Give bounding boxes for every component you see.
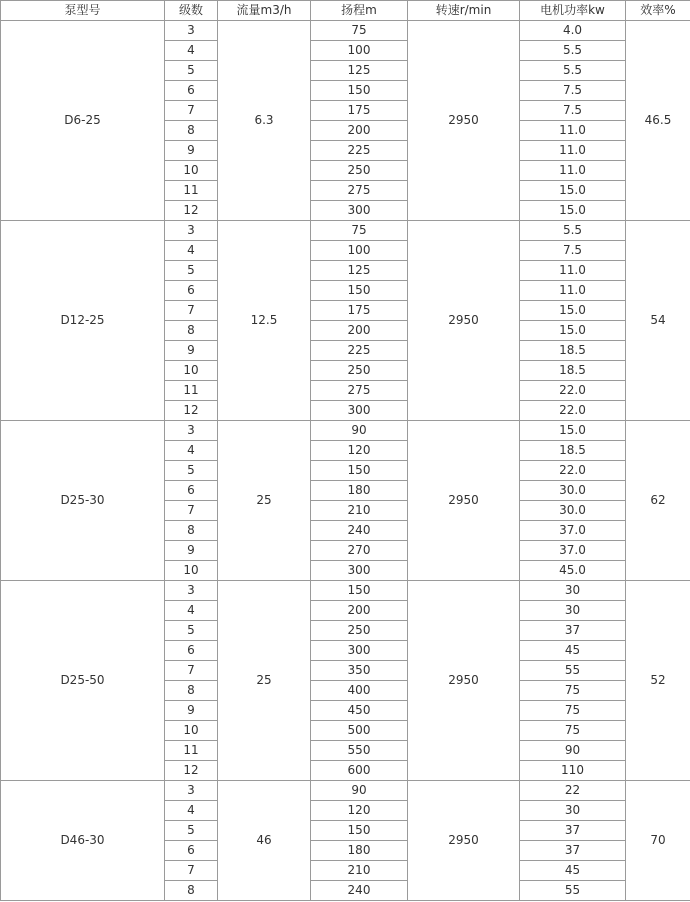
- stage-cell: 10: [165, 161, 218, 181]
- efficiency-cell: 46.5: [626, 21, 690, 221]
- stage-cell: 4: [165, 41, 218, 61]
- power-cell: 4.0: [520, 21, 626, 41]
- flow-cell: 12.5: [218, 221, 311, 421]
- power-cell: 37: [520, 841, 626, 861]
- table-row: [1, 221, 690, 241]
- power-cell: 18.5: [520, 361, 626, 381]
- head-cell: 250: [311, 361, 408, 381]
- power-cell: 18.5: [520, 341, 626, 361]
- stage-cell: 9: [165, 341, 218, 361]
- head-cell: 550: [311, 741, 408, 761]
- stage-cell: 7: [165, 501, 218, 521]
- speed-cell: 2950: [408, 581, 520, 781]
- stage-cell: 4: [165, 441, 218, 461]
- stage-cell: 9: [165, 701, 218, 721]
- table-row: [1, 781, 690, 801]
- flow-cell: 25: [218, 421, 311, 581]
- power-cell: 15.0: [520, 181, 626, 201]
- power-cell: 37.0: [520, 541, 626, 561]
- stage-cell: 5: [165, 821, 218, 841]
- power-cell: 22: [520, 781, 626, 801]
- power-cell: 30.0: [520, 501, 626, 521]
- model-cell: D12-25: [1, 221, 165, 421]
- stage-cell: 3: [165, 581, 218, 601]
- table-row: [1, 421, 690, 441]
- stage-cell: 12: [165, 201, 218, 221]
- power-cell: 15.0: [520, 421, 626, 441]
- stage-cell: 4: [165, 601, 218, 621]
- head-cell: 175: [311, 101, 408, 121]
- stage-cell: 9: [165, 541, 218, 561]
- stage-cell: 3: [165, 421, 218, 441]
- head-cell: 150: [311, 581, 408, 601]
- head-cell: 180: [311, 481, 408, 501]
- head-cell: 300: [311, 401, 408, 421]
- efficiency-cell: 52: [626, 581, 690, 781]
- head-cell: 100: [311, 41, 408, 61]
- speed-cell: 2950: [408, 21, 520, 221]
- stage-cell: 8: [165, 121, 218, 141]
- power-cell: 55: [520, 661, 626, 681]
- table-row: [1, 581, 690, 601]
- head-cell: 225: [311, 341, 408, 361]
- power-cell: 5.5: [520, 41, 626, 61]
- speed-cell: 2950: [408, 781, 520, 901]
- model-cell: D25-30: [1, 421, 165, 581]
- power-cell: 75: [520, 701, 626, 721]
- stage-cell: 5: [165, 261, 218, 281]
- flow-cell: 6.3: [218, 21, 311, 221]
- power-cell: 22.0: [520, 381, 626, 401]
- head-cell: 100: [311, 241, 408, 261]
- stage-cell: 11: [165, 741, 218, 761]
- power-cell: 75: [520, 681, 626, 701]
- header-speed: 转速r/min: [408, 1, 520, 21]
- head-cell: 300: [311, 641, 408, 661]
- power-cell: 90: [520, 741, 626, 761]
- power-cell: 45: [520, 641, 626, 661]
- stage-cell: 4: [165, 801, 218, 821]
- header-stage: 级数: [165, 1, 218, 21]
- power-cell: 15.0: [520, 301, 626, 321]
- header-row: [1, 1, 690, 21]
- power-cell: 18.5: [520, 441, 626, 461]
- head-cell: 150: [311, 461, 408, 481]
- speed-cell: 2950: [408, 421, 520, 581]
- stage-cell: 4: [165, 241, 218, 261]
- stage-cell: 3: [165, 21, 218, 41]
- stage-cell: 12: [165, 761, 218, 781]
- header-head: 扬程m: [311, 1, 408, 21]
- power-cell: 11.0: [520, 121, 626, 141]
- stage-cell: 6: [165, 81, 218, 101]
- power-cell: 30: [520, 601, 626, 621]
- head-cell: 90: [311, 781, 408, 801]
- head-cell: 275: [311, 181, 408, 201]
- head-cell: 200: [311, 121, 408, 141]
- header-model: 泵型号: [1, 1, 165, 21]
- stage-cell: 8: [165, 681, 218, 701]
- head-cell: 150: [311, 821, 408, 841]
- power-cell: 15.0: [520, 201, 626, 221]
- stage-cell: 9: [165, 141, 218, 161]
- head-cell: 400: [311, 681, 408, 701]
- efficiency-cell: 70: [626, 781, 690, 901]
- power-cell: 30: [520, 801, 626, 821]
- power-cell: 110: [520, 761, 626, 781]
- head-cell: 270: [311, 541, 408, 561]
- head-cell: 180: [311, 841, 408, 861]
- power-cell: 37: [520, 821, 626, 841]
- stage-cell: 5: [165, 461, 218, 481]
- power-cell: 11.0: [520, 261, 626, 281]
- stage-cell: 6: [165, 641, 218, 661]
- stage-cell: 5: [165, 61, 218, 81]
- head-cell: 250: [311, 161, 408, 181]
- head-cell: 150: [311, 281, 408, 301]
- power-cell: 45: [520, 861, 626, 881]
- stage-cell: 3: [165, 221, 218, 241]
- stage-cell: 3: [165, 781, 218, 801]
- stage-cell: 7: [165, 301, 218, 321]
- power-cell: 45.0: [520, 561, 626, 581]
- stage-cell: 7: [165, 101, 218, 121]
- head-cell: 500: [311, 721, 408, 741]
- power-cell: 5.5: [520, 221, 626, 241]
- head-cell: 300: [311, 561, 408, 581]
- head-cell: 210: [311, 861, 408, 881]
- power-cell: 15.0: [520, 321, 626, 341]
- power-cell: 7.5: [520, 241, 626, 261]
- stage-cell: 7: [165, 661, 218, 681]
- head-cell: 210: [311, 501, 408, 521]
- head-cell: 75: [311, 21, 408, 41]
- power-cell: 7.5: [520, 81, 626, 101]
- power-cell: 7.5: [520, 101, 626, 121]
- head-cell: 75: [311, 221, 408, 241]
- speed-cell: 2950: [408, 221, 520, 421]
- stage-cell: 10: [165, 721, 218, 741]
- head-cell: 125: [311, 261, 408, 281]
- power-cell: 37: [520, 621, 626, 641]
- stage-cell: 6: [165, 481, 218, 501]
- model-cell: D6-25: [1, 21, 165, 221]
- head-cell: 200: [311, 321, 408, 341]
- power-cell: 5.5: [520, 61, 626, 81]
- head-cell: 125: [311, 61, 408, 81]
- head-cell: 350: [311, 661, 408, 681]
- head-cell: 150: [311, 81, 408, 101]
- model-cell: D25-50: [1, 581, 165, 781]
- head-cell: 275: [311, 381, 408, 401]
- flow-cell: 25: [218, 581, 311, 781]
- stage-cell: 11: [165, 181, 218, 201]
- power-cell: 37.0: [520, 521, 626, 541]
- head-cell: 200: [311, 601, 408, 621]
- power-cell: 11.0: [520, 141, 626, 161]
- stage-cell: 8: [165, 881, 218, 901]
- power-cell: 22.0: [520, 401, 626, 421]
- stage-cell: 10: [165, 561, 218, 581]
- stage-cell: 7: [165, 861, 218, 881]
- head-cell: 175: [311, 301, 408, 321]
- header-power: 电机功率kw: [520, 1, 626, 21]
- flow-cell: 46: [218, 781, 311, 901]
- stage-cell: 6: [165, 841, 218, 861]
- stage-cell: 8: [165, 521, 218, 541]
- power-cell: 22.0: [520, 461, 626, 481]
- table-header: [1, 1, 690, 21]
- model-cell: D46-30: [1, 781, 165, 901]
- head-cell: 120: [311, 441, 408, 461]
- stage-cell: 6: [165, 281, 218, 301]
- stage-cell: 11: [165, 381, 218, 401]
- header-flow: 流量m3/h: [218, 1, 311, 21]
- efficiency-cell: 54: [626, 221, 690, 421]
- head-cell: 240: [311, 521, 408, 541]
- head-cell: 600: [311, 761, 408, 781]
- power-cell: 30.0: [520, 481, 626, 501]
- power-cell: 55: [520, 881, 626, 901]
- head-cell: 300: [311, 201, 408, 221]
- efficiency-cell: 62: [626, 421, 690, 581]
- power-cell: 11.0: [520, 281, 626, 301]
- head-cell: 90: [311, 421, 408, 441]
- stage-cell: 8: [165, 321, 218, 341]
- table-body: [1, 21, 690, 901]
- head-cell: 240: [311, 881, 408, 901]
- power-cell: 30: [520, 581, 626, 601]
- power-cell: 75: [520, 721, 626, 741]
- stage-cell: 12: [165, 401, 218, 421]
- head-cell: 250: [311, 621, 408, 641]
- head-cell: 450: [311, 701, 408, 721]
- head-cell: 225: [311, 141, 408, 161]
- stage-cell: 10: [165, 361, 218, 381]
- power-cell: 11.0: [520, 161, 626, 181]
- stage-cell: 5: [165, 621, 218, 641]
- head-cell: 120: [311, 801, 408, 821]
- table-row: [1, 21, 690, 41]
- header-efficiency: 效率%: [626, 1, 690, 21]
